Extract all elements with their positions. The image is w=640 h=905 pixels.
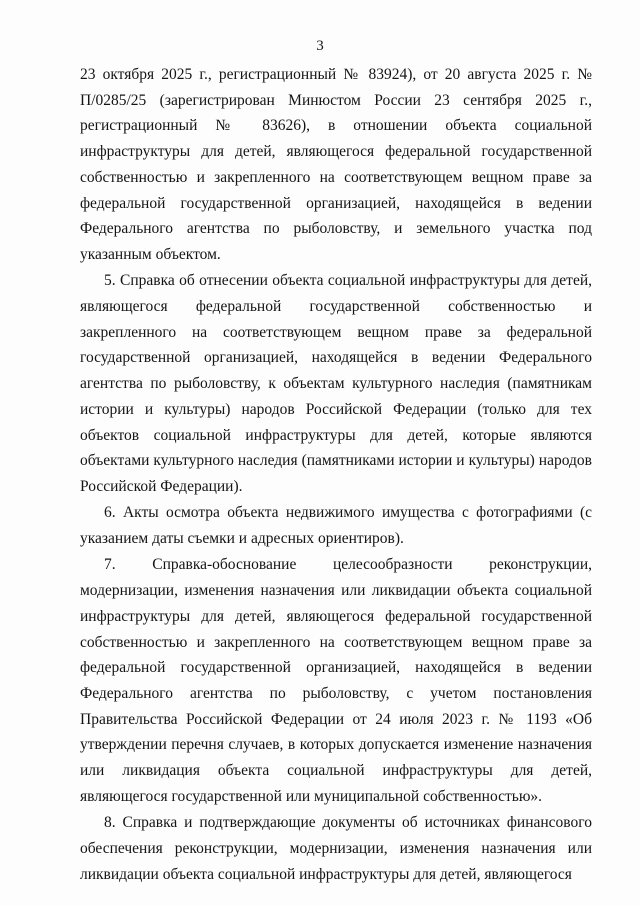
document-body — [80, 62, 592, 887]
paragraph-item-5: 5. Справка об отнесении объекта социальной инфраструктуры для детей, являющегося федеральной государственной собственностью и закрепленного на соответствующем вещном праве за федеральной государственной организацией, находящейся в ведении Федерального агентства по рыболовству, к объектам культурного наследия (памятникам истории и культуры) народов Российской Федерации (только для тех объектов социальной инфраструктуры для детей, которые являются объектами культурного наследия (памятниками истории и культуры) народов Российской Федерации). — [80, 272, 592, 495]
paragraph-item-8: 8. Справка и подтверждающие документы об источниках финансового обеспечения реконструкции, модернизации, изменения назначения или ликвидации объекта социальной инфраструктуры для детей, являющегося — [80, 814, 592, 883]
paragraph-item-6: 6. Акты осмотра объекта недвижимого имущества с фотографиями (с указанием даты съемки и адресных ориентиров). — [80, 504, 592, 548]
paragraph-continuation: 23 октября 2025 г., регистрационный № 83924), от 20 августа 2025 г. № П/0285/25 (зарегистрирован Минюстом России 23 сентября 2025 г., регистрационный № 83626), в отношении объекта социальной инфраструктуры для детей, являющегося федеральной государственной собственностью и закрепленного на соответствующем вещном праве за федеральной государственной организацией, находящейся в ведении Федерального агентства по рыболовству, и земельного участка под указанным объектом. — [80, 66, 592, 263]
page-number: 3 — [316, 38, 324, 54]
paragraph-item-7: 7. Справка-обоснование целесообразности реконструкции, модернизации, изменения назначения или ликвидации объекта социальной инфраструктуры для детей, являющегося федеральной государственной собственностью и закрепленного на соответствующем вещном праве за федеральной государственной организацией, находящейся в ведении Федерального агентства по рыболовству, с учетом постановления Правительства Российской Федерации от 24 июля 2023 г. № 1193 «Об утверждении перечня случаев, в которых допускается изменение назначения или ликвидация объекта социальной инфраструктуры для детей, являющегося государственной или муниципальной собственностью». — [80, 556, 592, 805]
